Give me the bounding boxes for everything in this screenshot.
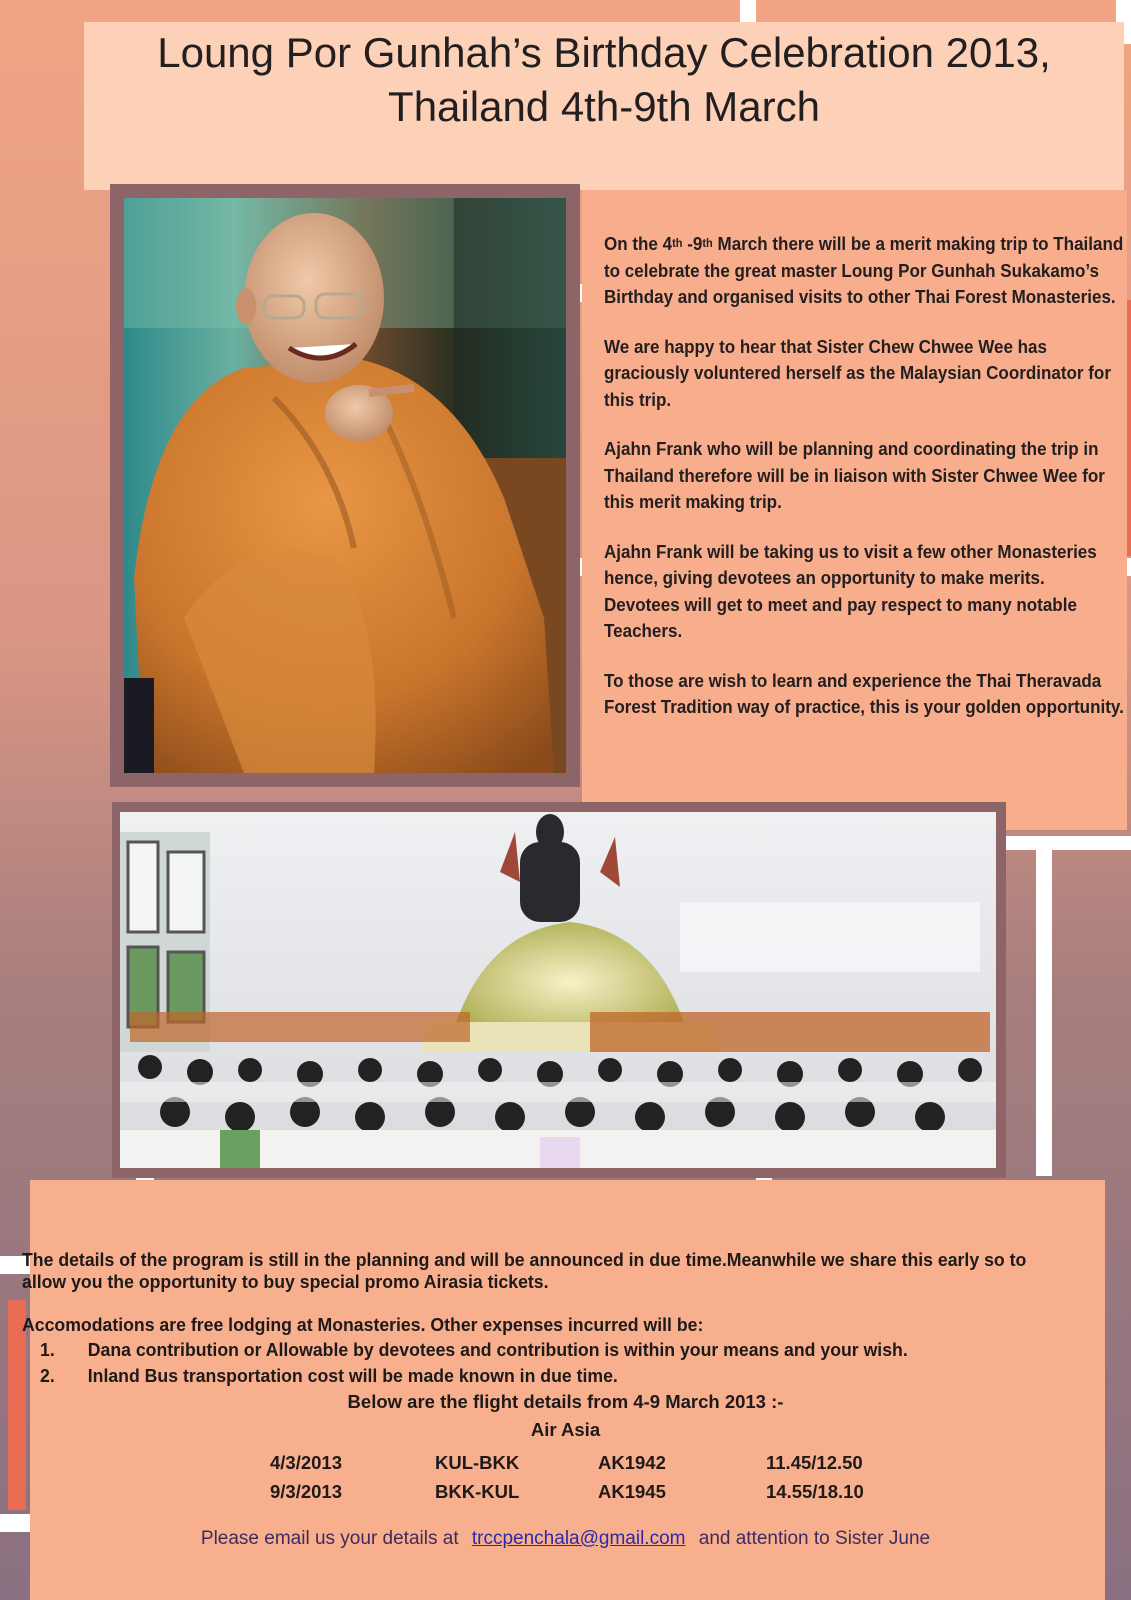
details-paragraph: The details of the program is still in the planning and will be announced in due time.Meanwhile we share this early so to allow you the opportunity to buy special promo Airasia tickets. [22,1248,1027,1292]
superscript: th [702,236,713,250]
flight-date: 9/3/2013 [270,1481,343,1502]
list-number: 1. [40,1339,55,1360]
intro-paragraph: Ajahn Frank who will be planning and coordinating the trip in Thailand therefore will be in liaison with Sister Chwee Wee for this merit making trip. [604,438,1105,512]
list-number: 2. [40,1365,55,1386]
details-paragraph: Accomodations are free lodging at Monasteries. Other expenses incurred will be: [22,1313,704,1335]
contact-text: and attention to Sister June [698,1528,931,1549]
decor-strip [1036,836,1052,1176]
contact-line [0,1528,1131,1550]
page-title [84,26,1124,134]
monk-portrait-photo [124,198,566,773]
airline-name: Air Asia [530,1419,601,1440]
flight-row [270,1448,886,1477]
intro-p1-end: March there will be a merit making trip to Thailand to celebrate the great master Loung Por Gunhah Sukakamo’s Birthday and organised visits to other Thai Forest Monasteries. [604,233,1124,307]
list-text: Dana contribution or Allowable by devotees and contribution is within your means and your wish. [87,1339,908,1360]
flight-date: 4/3/2013 [270,1452,343,1473]
intro-p1-start: On the 4 [604,233,673,254]
flight-route: BKK-KUL [435,1481,520,1502]
hall-image [120,812,996,1168]
list-item [40,1337,1052,1363]
email-link[interactable]: trccpenchala@gmail.com [471,1528,686,1549]
intro-paragraph: To those are wish to learn and experience the Thai Theravada Forest Tradition way of practice, this is your golden opportunity. [604,669,1124,717]
intro-p1-mid: -9 [682,233,703,254]
expense-list [40,1337,1052,1389]
flight-row [270,1477,886,1506]
monastery-hall-photo [120,812,996,1168]
decor-strip [1006,836,1131,850]
flight-intro: Below are the flight details from 4-9 March 2013 :- [347,1391,784,1412]
monk-portrait-image [124,198,566,773]
flight-route: KUL-BKK [435,1452,520,1473]
flight-number: AK1942 [598,1452,666,1473]
flight-number: AK1945 [598,1481,666,1502]
intro-paragraph [604,230,1125,311]
superscript: th [672,236,683,250]
title-line-2: Thailand 4th-9th March [388,83,820,130]
list-text: Inland Bus transportation cost will be made known in due time. [87,1365,618,1386]
intro-paragraph: Ajahn Frank will be taking us to visit a few other Monasteries hence, giving devotees an opportunity to make merits. Devotees will get to meet and pay respect to many notable Teachers. [604,540,1097,641]
contact-text: Please email us your details at [200,1528,459,1549]
title-line-1: Loung Por Gunhah’s Birthday Celebration 2013, [157,29,1051,76]
intro-paragraph: We are happy to hear that Sister Chew Chwee Wee has graciously voluntered herself as the Malaysian Coordinator for this trip. [604,335,1111,410]
list-item [40,1363,1052,1389]
flight-time: 14.55/18.10 [766,1481,864,1502]
intro-text [604,230,1124,744]
flight-time: 11.45/12.50 [766,1452,863,1473]
flight-table [270,1448,886,1506]
